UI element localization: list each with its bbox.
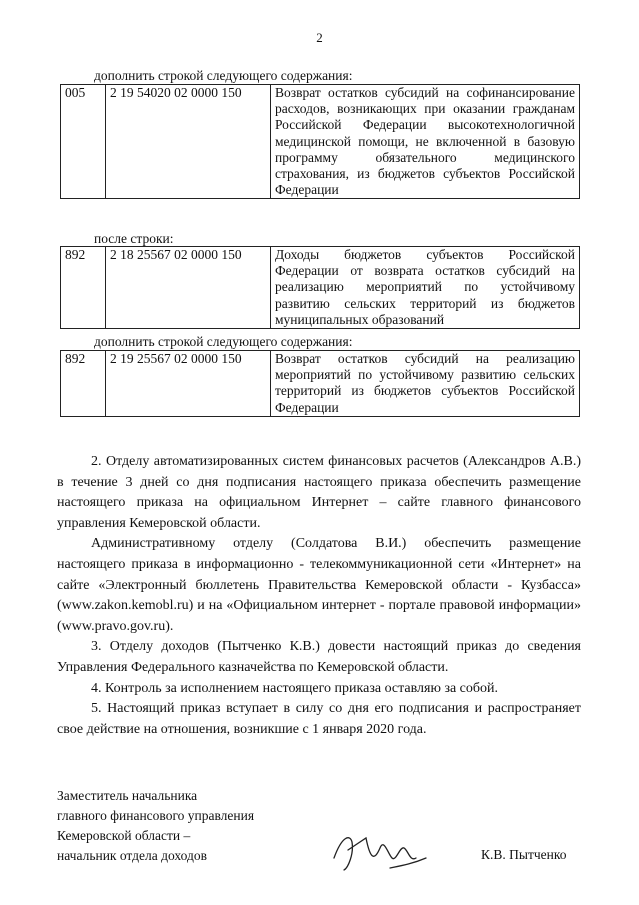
paragraph: Административному отделу (Солдатова В.И.) обеспечить размещение настоящего приказа в информационно - телекоммуникационной сети «Интернет» на сайте «Электронный бюллетень Правительства Кемеровской области - Кузбасса» (www.zakon.kemobl.ru) и на «Официальном интернет - портале правовой информации» (www.pravo.gov.ru). <box>57 536 581 634</box>
code-cell: 892 <box>61 247 106 329</box>
description-cell: Доходы бюджетов субъектов Российской Федерации от возврата остатков субсидий на реализацию мероприятий по устойчивому развитию сельских территорий из бюджетов муниципальных образований <box>271 247 580 329</box>
paragraph: 2. Отделу автоматизированных систем финансовых расчетов (Александров А.В.) в течение 3 дней со дня подписания настоящего приказа обеспечить размещение настоящего приказа на официальном Интернет – сайте главного финансового управления Кемеровской области. <box>57 454 581 531</box>
table-row <box>61 85 580 199</box>
paragraph: 4. Контроль за исполнением настоящего приказа оставляю за собой. <box>91 680 499 696</box>
page-number: 2 <box>316 30 323 45</box>
signer-name: К.В. Пытченко <box>481 847 567 862</box>
code-table <box>60 350 580 417</box>
description-cell: Возврат остатков субсидий на реализацию мероприятий по устойчивому развитию сельских территорий из бюджетов субъектов Российской Федерации <box>271 351 580 417</box>
code-table <box>60 246 580 329</box>
paragraph: 3. Отделу доходов (Пытченко К.В.) довести настоящий приказ до сведения Управления Федерального казначейства по Кемеровской области. <box>57 639 581 675</box>
handwritten-signature <box>330 828 430 876</box>
signer-title-line: Заместитель начальника <box>57 788 198 803</box>
section-intro: дополнить строкой следующего содержания: <box>94 334 353 349</box>
paragraph: 5. Настоящий приказ вступает в силу со дня его подписания и распространяет свое действие на отношения, возникшие с 1 января 2020 года. <box>57 701 581 737</box>
section-intro: дополнить строкой следующего содержания: <box>94 68 353 83</box>
body-text <box>57 452 581 740</box>
code-cell: 892 <box>61 351 106 417</box>
section-intro: после строки: <box>94 231 174 246</box>
signer-title-line: Кемеровской области – <box>57 828 191 843</box>
kbk-cell: 2 19 25567 02 0000 150 <box>106 351 271 417</box>
signer-title-line: начальник отдела доходов <box>57 848 207 863</box>
table-row <box>61 351 580 417</box>
code-table <box>60 84 580 199</box>
table-row <box>61 247 580 329</box>
code-cell: 005 <box>61 85 106 199</box>
signature-block <box>57 786 254 866</box>
signer-title-line: главного финансового управления <box>57 808 255 823</box>
description-cell: Возврат остатков субсидий на софинансирование расходов, возникающих при оказании гражданам Российской Федерации высокотехнологичной медицинской помощи, не включенной в базовую программу обязательного медицинского страхования, из бюджетов субъектов Российской Федерации <box>271 85 580 199</box>
kbk-cell: 2 19 54020 02 0000 150 <box>106 85 271 199</box>
kbk-cell: 2 18 25567 02 0000 150 <box>106 247 271 329</box>
